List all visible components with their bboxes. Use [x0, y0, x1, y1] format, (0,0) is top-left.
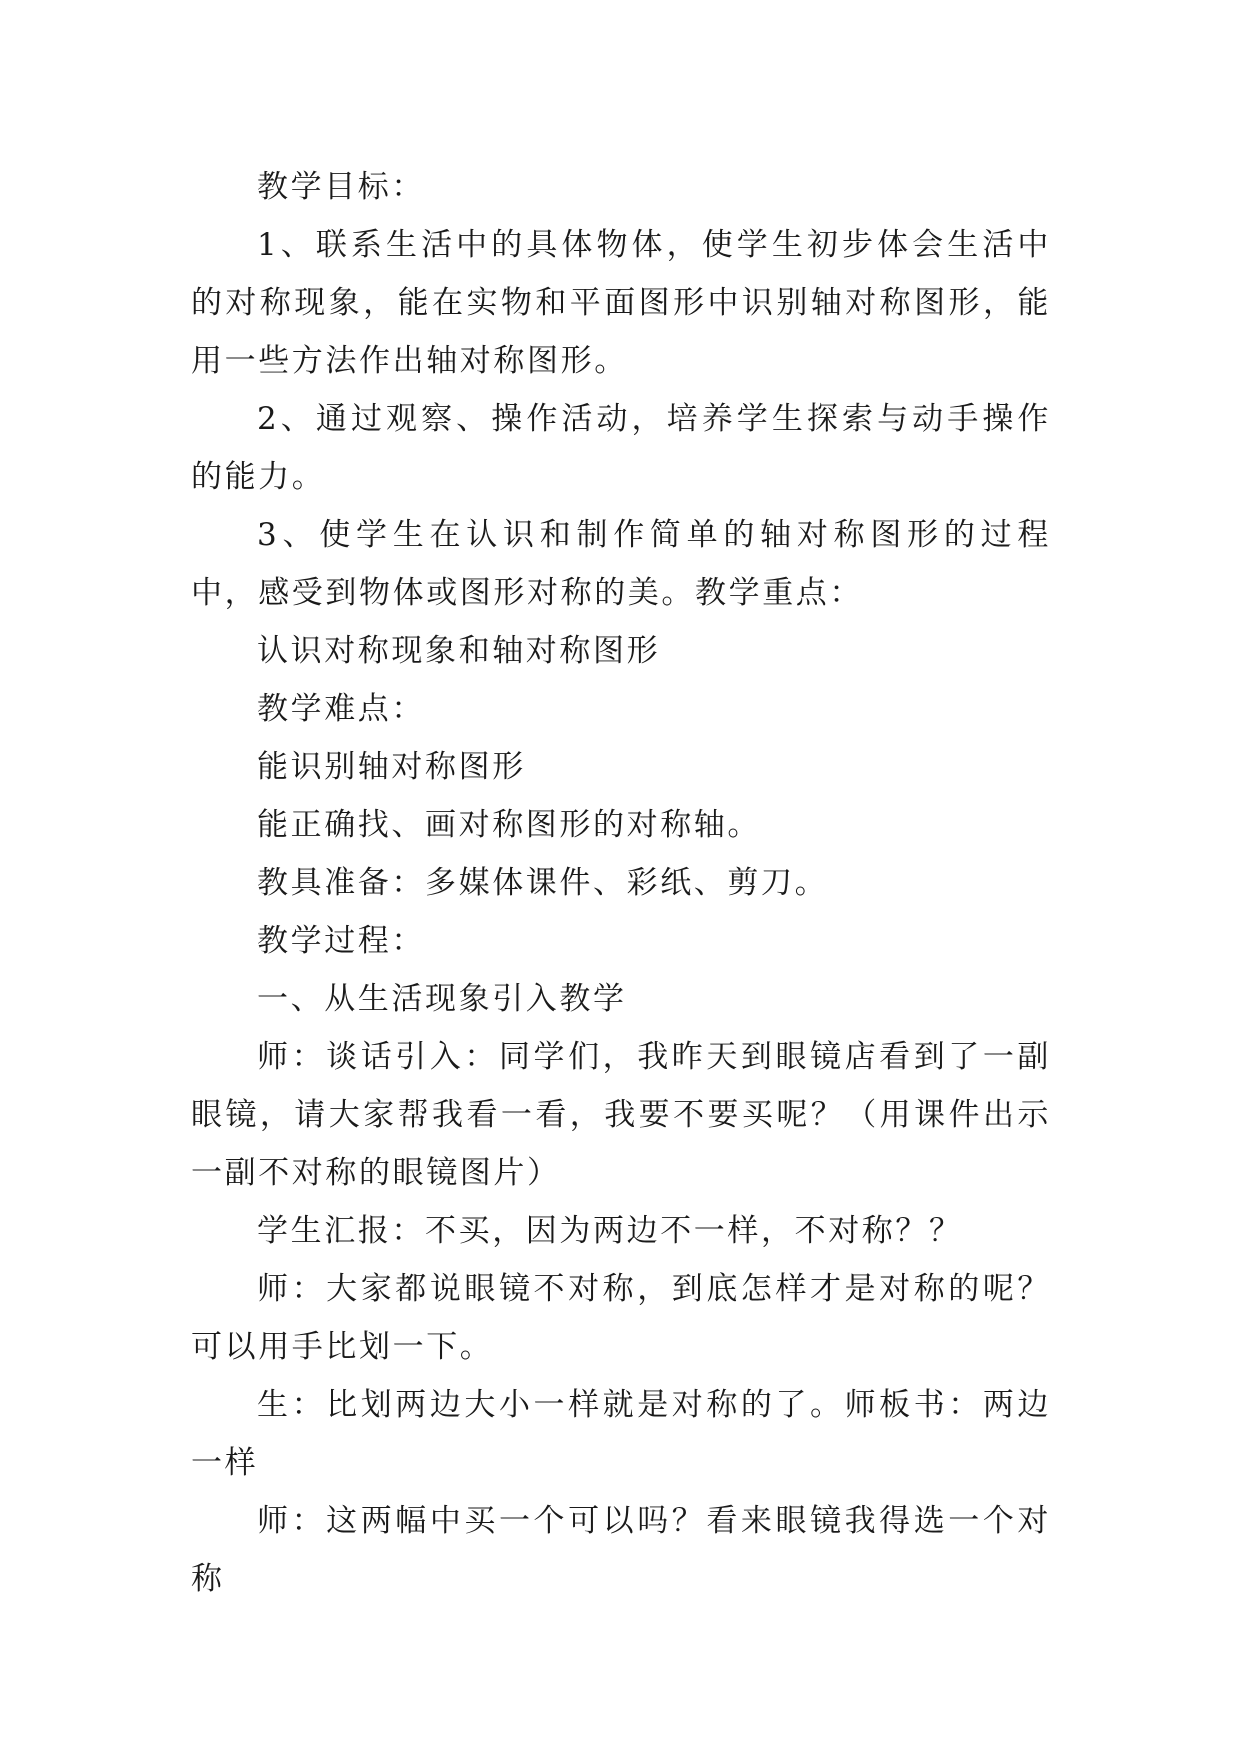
section-heading-objectives: 教学目标：	[257, 169, 425, 205]
paragraph-student-answer: 生：比划两边大小一样就是对称的了。师板书：两边一样	[191, 1387, 1051, 1481]
paragraph-key-point: 认识对称现象和轴对称图形	[257, 633, 661, 669]
paragraph-objective-2: 2、通过观察、操作活动，培养学生探索与动手操作的能力。	[191, 401, 1051, 495]
section-heading-difficulties: 教学难点：	[257, 691, 425, 727]
paragraph-student-report: 学生汇报：不买，因为两边不一样，不对称？？	[257, 1213, 963, 1249]
paragraph-teacher-followup: 师：这两幅中买一个可以吗？看来眼镜我得选一个对称	[191, 1503, 1051, 1597]
document-body	[191, 158, 1051, 1608]
paragraph-teacher-question: 师：大家都说眼镜不对称，到底怎样才是对称的呢？可以用手比划一下。	[191, 1271, 1051, 1365]
section-heading-process: 教学过程：	[257, 923, 425, 959]
paragraph-teacher-intro: 师：谈话引入：同学们，我昨天到眼镜店看到了一副眼镜，请大家帮我看一看，我要不要买呢？（用课件出示一副不对称的眼镜图片）	[191, 1039, 1051, 1191]
paragraph-objective-3: 3、使学生在认识和制作简单的轴对称图形的过程中，感受到物体或图形对称的美。教学重点：	[191, 517, 1051, 611]
paragraph-step-1: 一、从生活现象引入教学	[257, 981, 627, 1017]
paragraph-difficulty-2: 能正确找、画对称图形的对称轴。	[257, 807, 761, 843]
paragraph-difficulty-1: 能识别轴对称图形	[257, 749, 526, 785]
paragraph-teaching-aids: 教具准备：多媒体课件、彩纸、剪刀。	[257, 865, 829, 901]
paragraph-objective-1: 1、联系生活中的具体物体，使学生初步体会生活中的对称现象，能在实物和平面图形中识别轴对称图形，能用一些方法作出轴对称图形。	[191, 227, 1051, 379]
